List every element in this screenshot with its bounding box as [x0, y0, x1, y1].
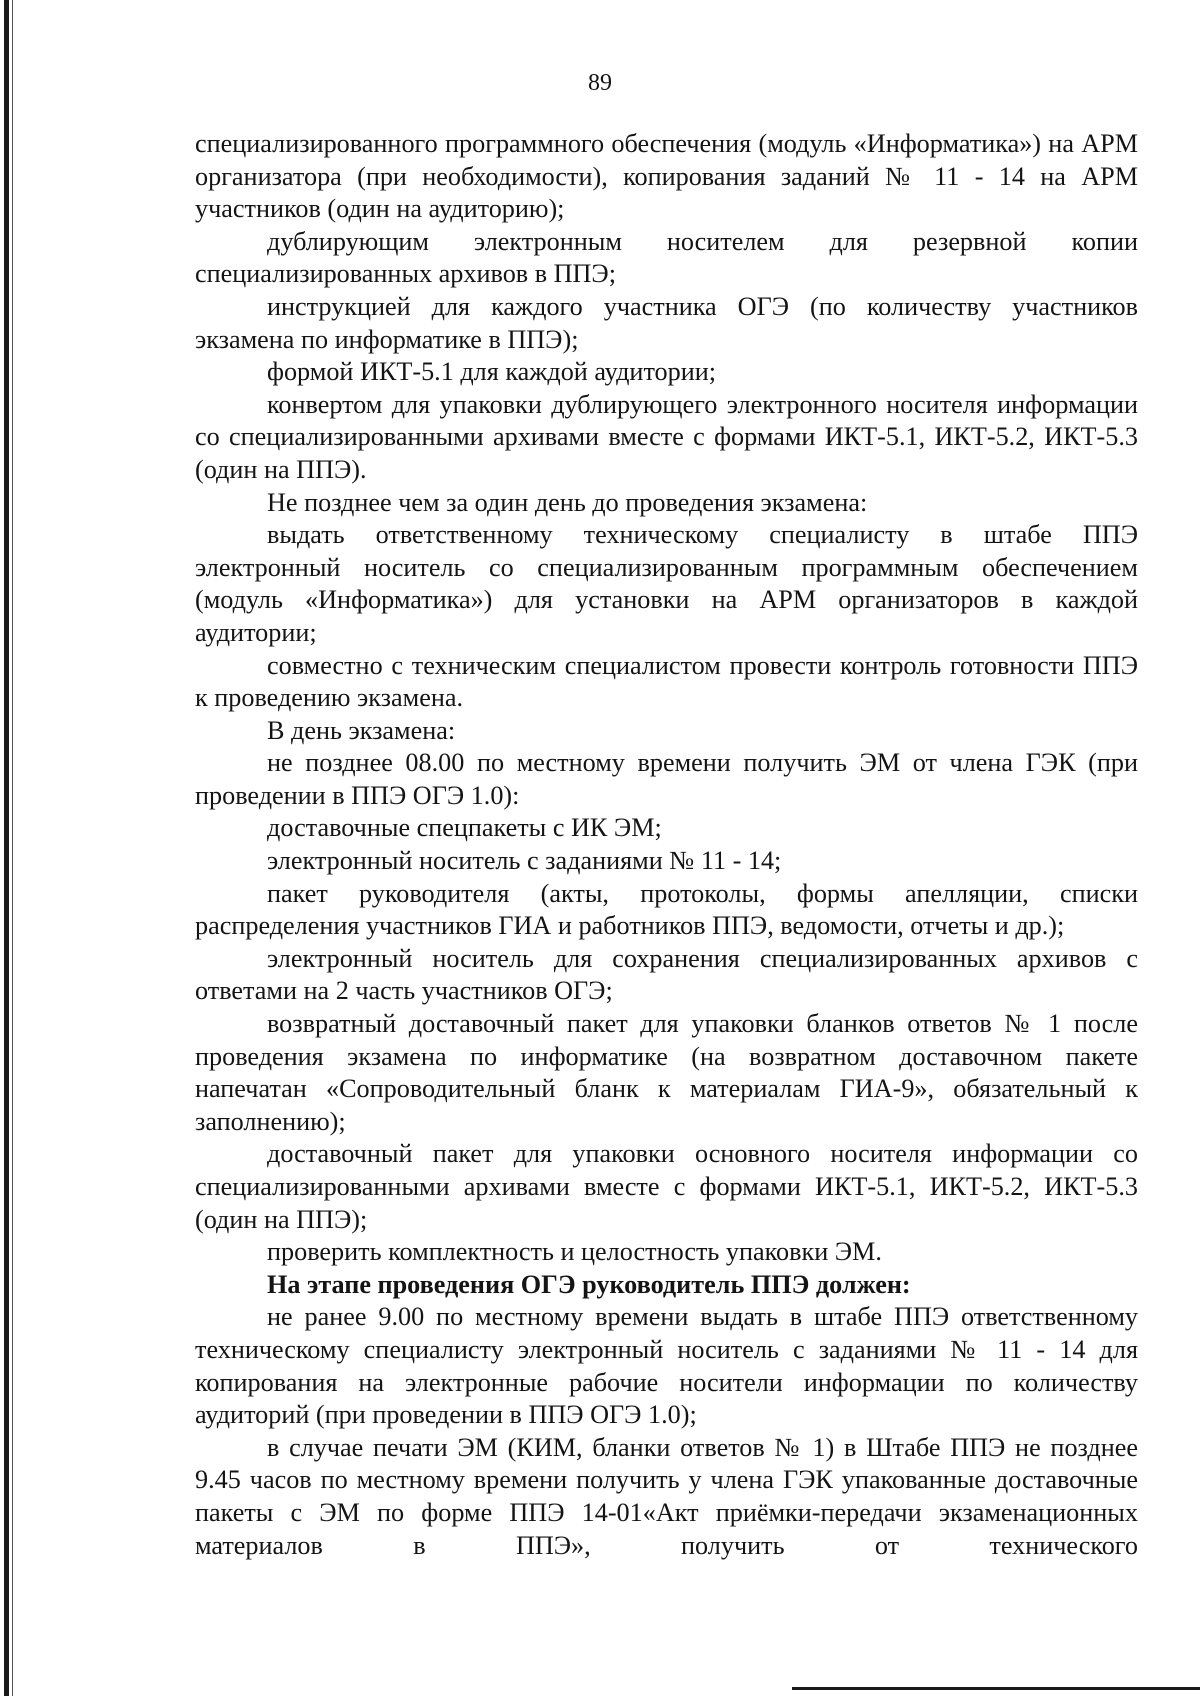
paragraph: выдать ответственному техническому специалисту в штабе ППЭ электронный носитель со специализированным программным обеспечением (модуль «Информатика») для установки на АРМ организаторов в каждой аудитории; — [195, 520, 1138, 647]
document-body — [195, 128, 1138, 1562]
paragraph: доставочный пакет для упаковки основного носителя информации со специализированными архивами вместе с формами ИКТ-5.1, ИКТ-5.2, ИКТ-5.3 (один на ППЭ); — [195, 1139, 1138, 1234]
paragraph: Не позднее чем за один день до проведения экзамена: — [267, 487, 868, 517]
paragraph: проверить комплектность и целостность упаковки ЭМ. — [267, 1237, 882, 1267]
paragraph-continuation: специализированного программного обеспечения (модуль «Информатика») на АРМ организатора (при необходимости), копирования заданий № 11 - 14 на АРМ участников (один на аудиторию); — [195, 129, 1138, 224]
page-number: 89 — [588, 70, 612, 96]
paragraph: совместно с техническим специалистом провести контроль готовности ППЭ к проведению экзамена. — [195, 650, 1138, 713]
paragraph: формой ИКТ-5.1 для каждой аудитории; — [267, 357, 717, 387]
paragraph: дублирующим электронным носителем для резервной копии специализированных архивов в ППЭ; — [195, 226, 1138, 289]
scan-edge-left-thin — [12, 0, 13, 1696]
paragraph: доставочные спецпакеты с ИК ЭМ; — [267, 813, 662, 843]
scan-edge-left — [4, 0, 9, 1696]
paragraph: возвратный доставочный пакет для упаковки бланков ответов № 1 после проведения экзамена по информатике (на возвратном доставочном пакете напечатан «Сопроводительный бланк к материалам ГИА-9», обязательный к заполнению); — [195, 1009, 1138, 1136]
paragraph: пакет руководителя (акты, протоколы, формы апелляции, списки распределения участников ГИА и работников ППЭ, ведомости, отчеты и др.); — [195, 878, 1138, 941]
paragraph: электронный носитель для сохранения специализированных архивов с ответами на 2 часть участников ОГЭ; — [195, 943, 1138, 1006]
paragraph: не позднее 08.00 по местному времени получить ЭМ от члена ГЭК (при проведении в ППЭ ОГЭ 1.0): — [195, 748, 1138, 810]
paragraph: электронный носитель с заданиями № 11 - 14; — [267, 846, 782, 876]
paragraph: В день экзамена: — [267, 715, 456, 745]
paragraph: инструкцией для каждого участника ОГЭ (по количеству участников экзамена по информатике в ППЭ); — [195, 291, 1138, 354]
paragraph: конвертом для упаковки дублирующего электронного носителя информации со специализированными архивами вместе с формами ИКТ-5.1, ИКТ-5.2, ИКТ-5.3 (один на ППЭ). — [195, 389, 1138, 484]
scan-edge-bottom — [792, 1687, 1200, 1690]
section-heading: На этапе проведения ОГЭ руководитель ППЭ должен: — [267, 1269, 911, 1299]
paragraph: не ранее 9.00 по местному времени выдать в штабе ППЭ ответственному техническому специалисту электронный носитель с заданиями № 11 - 14 для копирования на электронные рабочие носители информации по количеству аудиторий (при проведении в ППЭ ОГЭ 1.0); — [195, 1302, 1138, 1430]
paragraph-continues-next-page: в случае печати ЭМ (КИМ, бланки ответов № 1) в Штабе ППЭ не позднее 9.45 часов по местному времени получить у члена ГЭК упакованные доставочные пакеты с ЭМ по форме ППЭ 14-01«Акт приёмки-передачи экзаменационных материалов в ППЭ», получить от технического — [195, 1432, 1138, 1560]
